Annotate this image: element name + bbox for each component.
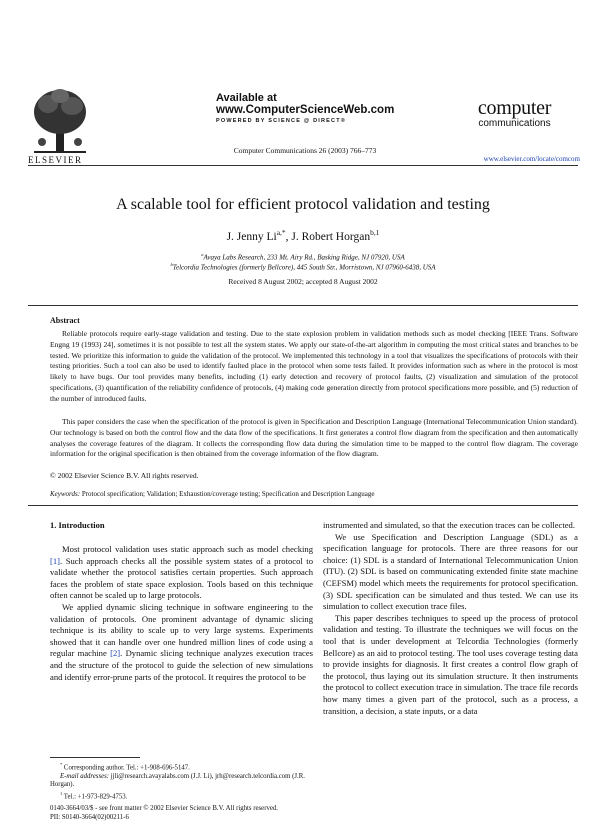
affiliation-a-text: Avaya Labs Research, 233 Mt. Airy Rd., Basking Ridge, NJ 07920, USA — [203, 253, 405, 262]
footnote-2-text: Tel.: +1-973-829-4753. — [63, 793, 128, 801]
left-column — [50, 544, 313, 683]
journal-url-link[interactable]: www.elsevier.com/locate/comcom — [483, 155, 580, 163]
email-label: E-mail addresses: — [60, 772, 110, 780]
header-divider — [28, 165, 578, 166]
citation-link-2[interactable]: [2] — [110, 648, 121, 659]
intro-paragraph-3: instrumented and simulated, so that the execution traces can be collected. — [323, 520, 575, 530]
abstract-paragraph-2: This paper considers the case when the specification of the protocol is given in Specification and Description Language (International Telecommunication Union standard). Our technology is based on both the control flow and the data flow of the specifications. It first generates a control flow diagram from the specification and then automatically analyses the coverage features of the diagram. It collects the corresponding flow data during the simulation time to be mapped to the control flow diagram. The coverage information for the original specification is then obtained from the coverage information of the flow diagram. — [50, 417, 578, 459]
footnotes — [50, 761, 313, 802]
abstract-heading: Abstract — [50, 316, 80, 325]
right-column — [323, 520, 578, 717]
copyright-notice: © 2002 Elsevier Science B.V. All rights reserved. — [50, 471, 199, 480]
footnote-1-mark: * — [60, 762, 63, 767]
author-1: J. Jenny Li — [226, 230, 277, 243]
affiliation-a-mark: a — [201, 252, 204, 257]
footnote-1 — [50, 761, 313, 773]
citation-link-1[interactable]: [1] — [50, 555, 61, 566]
front-matter-line-2: PII: S0140-3664(02)00211-6 — [50, 813, 129, 821]
footnote-1-emails — [50, 773, 313, 790]
email-addresses[interactable]: jjli@research.avayalabs.com (J.J. Li), jrh@research.telcordia.com (J.R. Horgan). — [50, 772, 305, 789]
paper-authors — [28, 228, 578, 243]
powered-by-label: POWERED BY SCIENCE @ DIRECT® — [216, 118, 347, 124]
author-1-affiliation-mark: a,* — [276, 228, 286, 237]
front-matter-line-1: 0140-3664/03/$ - see front matter © 2002 Elsevier Science B.V. All rights reserved. — [50, 805, 278, 812]
abstract-paragraph-1: Reliable protocols require early-stage validation and testing. Due to the state explosion problem in validation methods such as model checking [IEEE Trans. Software Engng 19 (1993) 24], sometimes it is not possible to test all the system states. We apply our state-of-the-art algorithm in computing the most critical states and branches to be tested. We prioritize this information to guide the validation of the protocol. We implemented this technology in a tool that visualizes the specifications of protocols with their testing priorities. Such a tool can also be used to identify faulted place in the protocol when some tests failed. It provides information such as where in the protocol is most likely to have bugs. Our tool provides many benefits, including (1) early detection and recovery of protocol faults, (2) visualization and simulation of the protocol specifications, (3) quantification of the reliability confidence of protocols, (4) making code generation directly from protocol specifications more possible, and (5) reduction of the number of introduced faults. — [50, 329, 578, 403]
footnote-divider — [50, 757, 140, 758]
journal-citation: Computer Communications 26 (2003) 766–773 — [233, 146, 377, 155]
paper-title: A scalable tool for efficient protocol validation and testing — [116, 196, 490, 213]
abstract-bottom-divider — [28, 505, 578, 506]
abstract-top-divider — [28, 305, 578, 306]
journal-brand-bottom: communications — [478, 118, 551, 129]
author-2-affiliation-mark: b,1 — [370, 228, 380, 237]
intro-paragraph-1 — [50, 544, 313, 602]
affiliation-b-text: Telcordia Technologies (formerly Bellcore), 445 South Str., Morristown, NJ 07960-6438, USA — [172, 263, 436, 272]
available-at-block — [216, 92, 416, 125]
affiliation-a — [28, 252, 578, 261]
affiliation-b — [28, 262, 578, 271]
footnote-2-mark: 1 — [60, 790, 63, 796]
received-dates: Received 8 August 2002; accepted 8 August 2002 — [228, 277, 378, 286]
keywords-list: Protocol specification; Validation; Exhaustion/coverage testing; Specification and Description Language — [80, 490, 375, 498]
journal-brand-top: computer — [477, 97, 552, 119]
intro-p1-text-a: Most protocol validation uses static approach such as model checking — [62, 544, 313, 554]
front-matter — [50, 805, 350, 822]
intro-paragraph-5: This paper describes techniques to speed up the process of protocol validation and testing. To illustrate the techniques we will focus on the tool that is under development at Telcordia Technologies (formerly Bellcore) as an aid to protocol testing. The tool uses coverage testing data to provide insights for diagnosis. It first creates a control flow graph of the protocol, thus laying out its simulation structure. It then instruments the protocol to collect execution trace in simulation. The trace file records how many times a given part of the protocol, such as a process, a transition, a decision, a state inputs, or a data — [323, 612, 578, 716]
intro-p2-text-a: We applied dynamic slicing technique in software engineering to the validation of protocols. One prominent advantage of dynamic slicing technique is its ability to scale up to very large systems. Experiments showed that it can handle over one hundred million lines of code using a regular machine — [50, 601, 313, 659]
intro-paragraph-2 — [50, 602, 313, 683]
intro-paragraph-4: We use Specification and Description Language (SDL) as a specification language for protocols. There are three reasons for our choice: (1) SDL is a standard of International Telecommunication Union (ITU). (2) SDL is based on communicating extended finite state machine (CEFSM) model which meets the requirements for protocol specification. (3) SDL specification can be simulated and thus tested. We can use its simulation to collect execution trace files. — [323, 531, 578, 612]
keywords-label: Keywords: — [50, 490, 81, 498]
intro-p1-text-b: . Such approach checks all the possible system states of a protocol to validate whether the protocol satisfies certain properties. Such approach faces the problem of state space explosion. Tools based on this technique often cannot be scaled up to large protocols. — [50, 555, 313, 601]
author-separator: , — [285, 230, 292, 243]
publisher-name: ELSEVIER — [28, 155, 83, 165]
available-at-label: Available at — [216, 92, 277, 104]
footnote-1-text: Corresponding author. Tel.: +1-908-696-5147. — [63, 764, 190, 772]
author-2: J. Robert Horgan — [291, 230, 371, 243]
available-at-url[interactable]: www.ComputerScienceWeb.com — [216, 104, 395, 116]
journal-brand — [452, 98, 577, 130]
section-heading-introduction: 1. Introduction — [50, 520, 105, 530]
publisher-logo — [28, 86, 92, 160]
footnote-2 — [50, 790, 313, 802]
keywords — [50, 489, 578, 499]
affiliation-b-mark: b — [170, 262, 173, 267]
intro-p2-text-b: . Dynamic slicing technique analyzes execution traces and the structure of the protocol to guide the selection of new simulations and identify error-prune parts of the protocol. It requires the protocol to be — [50, 648, 313, 682]
